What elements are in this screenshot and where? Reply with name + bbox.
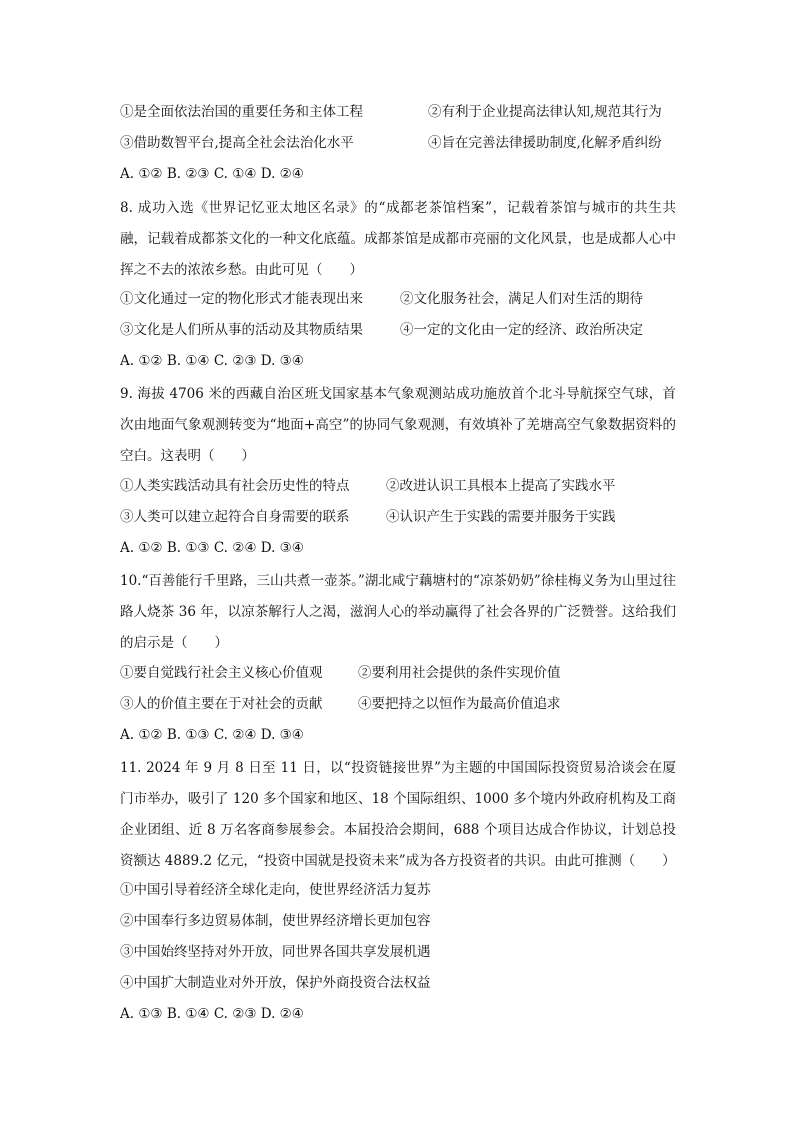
q9-option-1: ①人类实践活动具有社会历史性的特点 <box>120 478 350 494</box>
q9-stem: 9. 海拔 4706 米的西藏自治区班戈国家基本气象观测站成功施放首个北斗导航探空气球，首次由地面气象观测转变为“地面+高空”的协同气象观测，有效填补了羌塘高空气象数据资料的空白。这表明（ ） <box>120 386 676 464</box>
q8-stem: 8. 成功入选《世界记忆亚太地区名录》的“成都老茶馆档案”，记载着茶馆与城市的共生共融，记载着成都茶文化的一种文化底蕴。成都茶馆是成都市亮丽的文化风景，也是成都人心中挥之不去的浓浓乡愁。由此可见（ ） <box>120 200 676 278</box>
q7-option-4: ④旨在完善法律援助制度,化解矛盾纠纷 <box>428 135 662 151</box>
q7-option-3: ③借助数智平台,提高全社会法治化水平 <box>120 135 354 151</box>
q7-option-1: ①是全面依法治国的重要任务和主体工程 <box>120 104 363 120</box>
q9-answer-choices: A. ①② B. ①③ C. ②④ D. ③④ <box>120 540 304 556</box>
q11-answer-choices: A. ①③ B. ①④ C. ②③ D. ②④ <box>120 1006 304 1022</box>
q10-option-4: ④要把持之以恒作为最高价值追求 <box>358 696 561 712</box>
q8-option-1: ①文化通过一定的物化形式才能表现出来 <box>120 291 363 307</box>
q9-option-3: ③人类可以建立起符合自身需要的联系 <box>120 509 350 525</box>
q11-option-1: ①中国引导着经济全球化走向，使世界经济活力复苏 <box>120 882 431 898</box>
q8-option-2: ②文化服务社会，满足人们对生活的期待 <box>400 291 643 307</box>
q10-option-3: ③人的价值主要在于对社会的贡献 <box>120 696 323 712</box>
q11-option-3: ③中国始终坚持对外开放，同世界各国共享发展机遇 <box>120 944 431 960</box>
q8-answer-choices: A. ①② B. ①④ C. ②③ D. ③④ <box>120 353 304 369</box>
q10-answer-choices: A. ①② B. ①③ C. ②④ D. ③④ <box>120 727 304 743</box>
q7-option-2: ②有利于企业提高法律认知,规范其行为 <box>428 104 662 120</box>
q9-option-2: ②改进认识工具根本上提高了实践水平 <box>386 478 616 494</box>
q10-option-1: ①要自觉践行社会主义核心价值观 <box>120 665 323 681</box>
q10-stem: 10.“百善能行千里路，三山共煮一壶茶。”湖北咸宁藕塘村的“凉茶奶奶”徐桂梅义务为山里过往路人烧茶 36 年，以凉茶解行人之渴，滋润人心的举动赢得了社会各界的广泛赞誉。这给我们的启示是（ ） <box>120 573 676 651</box>
q11-option-2: ②中国奉行多边贸易体制，使世界经济增长更加包容 <box>120 913 431 929</box>
q10-option-2: ②要利用社会提供的条件实现价值 <box>358 665 561 681</box>
q7-answer-choices: A. ①② B. ②③ C. ①④ D. ②④ <box>120 166 304 182</box>
q11-option-4: ④中国扩大制造业对外开放，保护外商投资合法权益 <box>120 975 431 991</box>
q11-stem: 11. 2024 年 9 月 8 日至 11 日，以“投资链接世界”为主题的中国国际投资贸易洽谈会在厦门市举办，吸引了 120 多个国家和地区、18 个国际组织、1000 多个境内外政府机构及工商企业团组、近 8 万名客商参展参会。本届投洽会期间，688 个项目达成合作协议，计划总投资额达 4889.2 亿元，“投资中国就是投资未来”成为各方投资者的共识。由此可推测（ ） <box>120 760 676 869</box>
q8-option-3: ③文化是人们所从事的活动及其物质结果 <box>120 322 363 338</box>
q9-option-4: ④认识产生于实践的需要并服务于实践 <box>386 509 616 525</box>
q8-option-4: ④一定的文化由一定的经济、政治所决定 <box>400 322 643 338</box>
